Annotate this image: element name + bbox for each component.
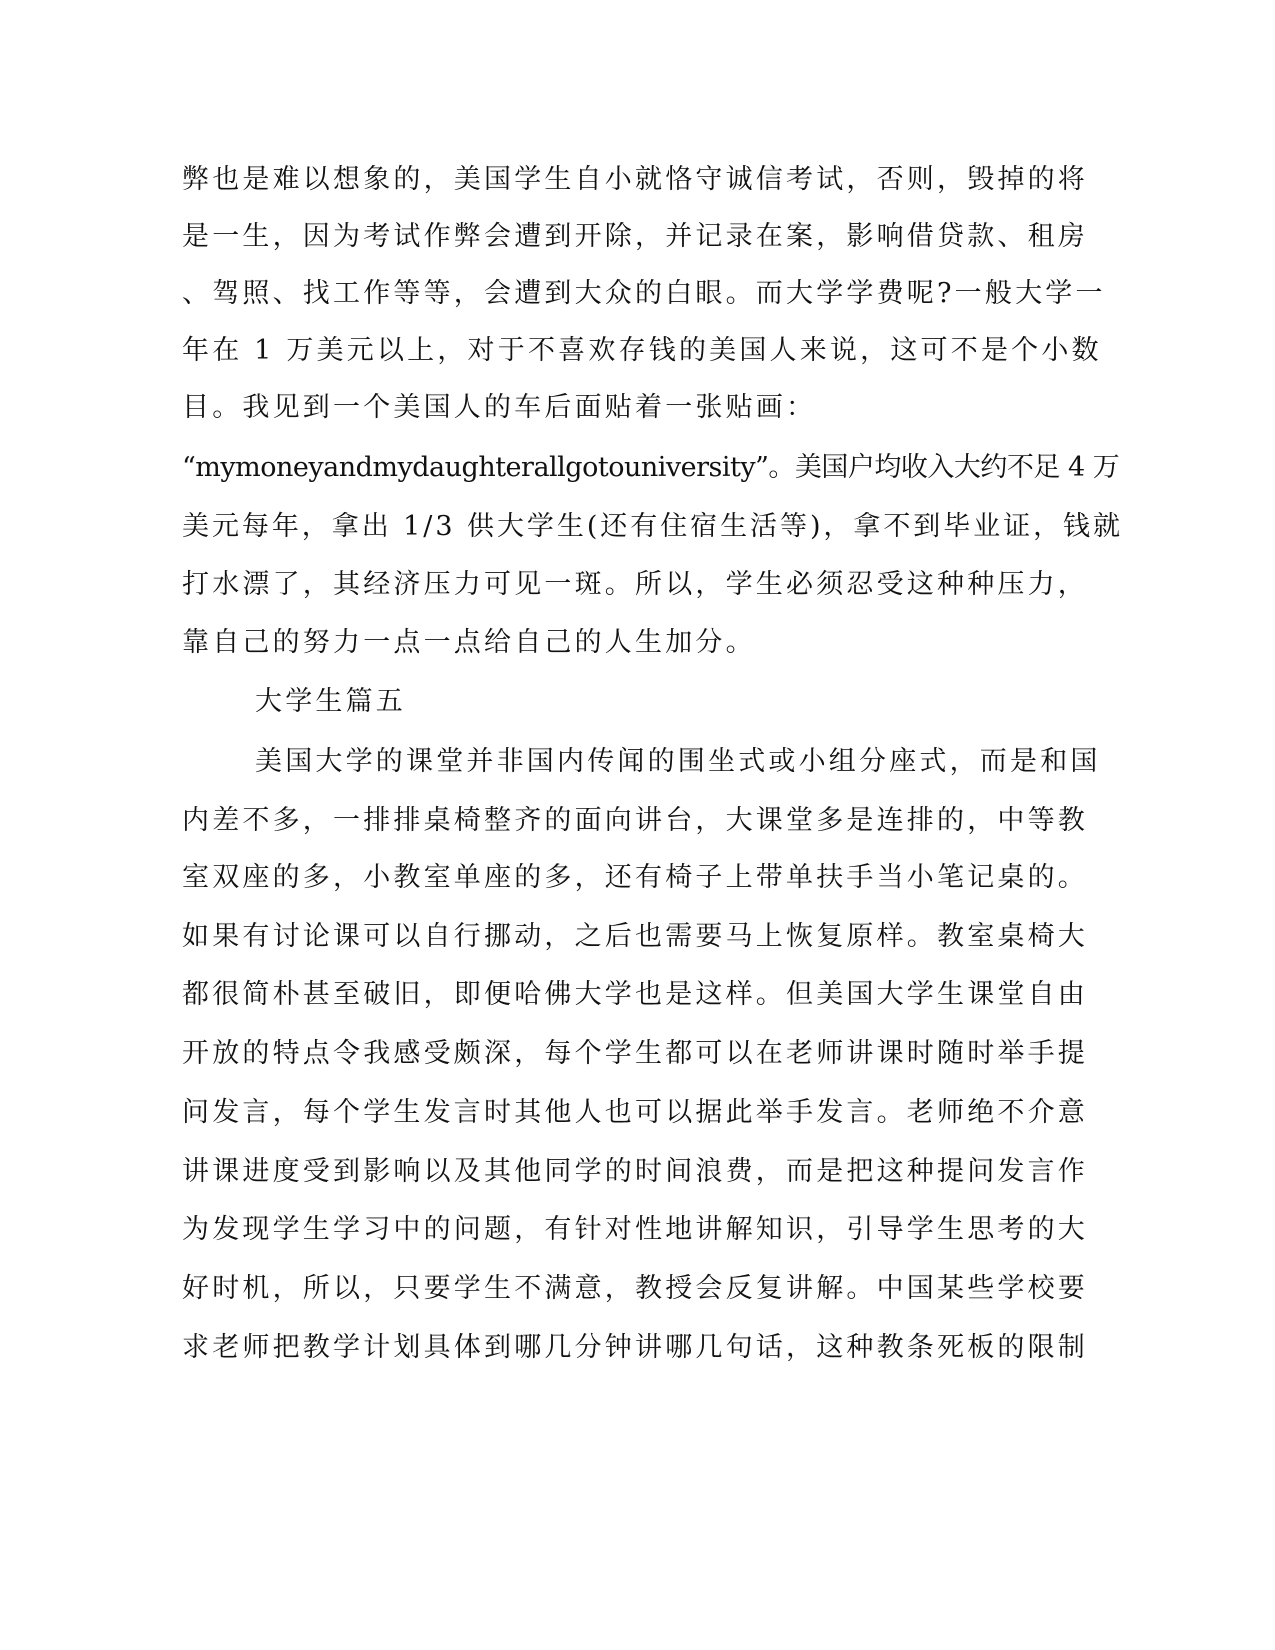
text-line: 求老师把教学计划具体到哪几分钟讲哪几句话，这种教条死板的限制 [182, 1332, 1088, 1363]
text-line: 好时机，所以，只要学生不满意，教授会反复讲解。中国某些学校要 [182, 1273, 1088, 1304]
text-line: 靠自己的努力一点一点给自己的人生加分。 [182, 627, 756, 658]
text-line: 都很简朴甚至破旧，即便哈佛大学也是这样。但美国大学生课堂自由 [182, 979, 1088, 1010]
text-line: 内差不多，一排排桌椅整齐的面向讲台，大课堂多是连排的，中等教 [182, 805, 1088, 836]
text-line: 年在 1 万美元以上，对于不喜欢存钱的美国人来说，这可不是个小数 [182, 335, 1102, 366]
text-line: 室双座的多，小教室单座的多，还有椅子上带单扶手当小笔记桌的。 [182, 862, 1088, 893]
text-line: 开放的特点令我感受颇深，每个学生都可以在老师讲课时随时举手提 [182, 1038, 1088, 1069]
text-line: 问发言，每个学生发言时其他人也可以据此举手发言。老师绝不介意 [182, 1097, 1088, 1128]
text-line: 是一生，因为考试作弊会遭到开除，并记录在案，影响借贷款、租房 [182, 221, 1088, 252]
paragraph-first-line: 美国大学的课堂并非国内传闻的围坐式或小组分座式，而是和国 [255, 746, 1101, 777]
text-line: 为发现学生学习中的问题，有针对性地讲解知识，引导学生思考的大 [182, 1214, 1088, 1245]
section-heading: 大学生篇五 [255, 686, 406, 717]
text-line: 如果有讨论课可以自行挪动，之后也需要马上恢复原样。教室桌椅大 [182, 921, 1088, 952]
text-line: 、驾照、找工作等等，会遭到大众的白眼。而大学学费呢?一般大学一 [182, 278, 1106, 309]
text-line: 弊也是难以想象的，美国学生自小就恪守诚信考试，否则，毁掉的将 [182, 164, 1088, 195]
text-line: 打水漂了，其经济压力可见一斑。所以，学生必须忍受这种种压力， [182, 569, 1088, 600]
text-line: 目。我见到一个美国人的车后面贴着一张贴画： [182, 392, 817, 423]
text-line: “mymoneyandmydaughterallgotouniversity”。美国户均收入大约不足 4 万 [182, 452, 1120, 483]
text-line: 美元每年，拿出 1/3 供大学生(还有住宿生活等)，拿不到毕业证，钱就 [182, 511, 1123, 542]
text-line: 讲课进度受到影响以及其他同学的时间浪费，而是把这种提问发言作 [182, 1156, 1088, 1187]
